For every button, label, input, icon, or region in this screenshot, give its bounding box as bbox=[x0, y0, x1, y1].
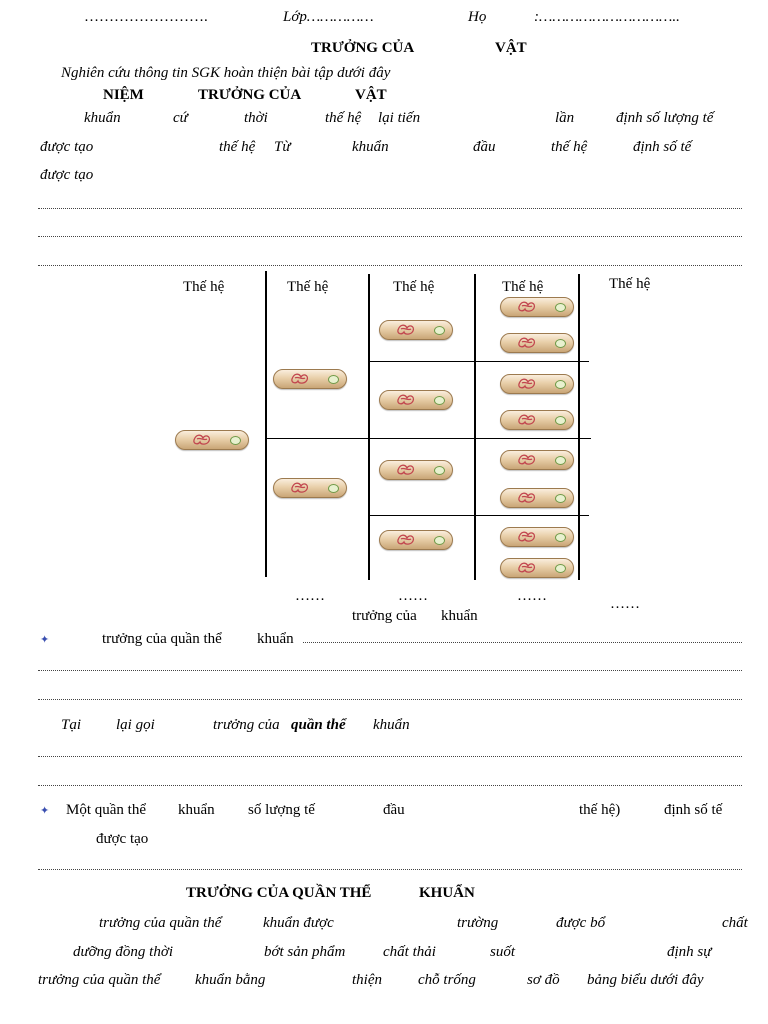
para2-text: trưởng của quần thể bbox=[99, 915, 222, 931]
para1-text: lần bbox=[555, 110, 575, 126]
class-field: Lớp…………… bbox=[283, 9, 374, 25]
answer-line[interactable] bbox=[38, 228, 742, 237]
para2-text: suốt bbox=[490, 944, 516, 960]
generation-count: …… bbox=[398, 588, 428, 604]
para2-text: khuẩn được bbox=[263, 915, 334, 931]
ho-blank: :………………………….. bbox=[534, 9, 680, 25]
q3-text: được tạo bbox=[96, 831, 149, 847]
bacterium-cell bbox=[500, 333, 574, 353]
q3-text: thế hệ) bbox=[579, 802, 621, 818]
name-blank: ……………………. bbox=[84, 9, 208, 25]
q2-text: lại gọi bbox=[116, 717, 155, 733]
divider bbox=[369, 361, 589, 362]
para1-text: được tạo bbox=[40, 167, 94, 183]
bacterium-cell bbox=[379, 460, 453, 480]
ho-label: Họ bbox=[468, 9, 487, 25]
bullet-icon: ✦ bbox=[40, 634, 50, 646]
q2-text: Tại bbox=[61, 717, 82, 733]
para1-text: định số tế bbox=[633, 139, 692, 155]
para1-text: khuẩn bbox=[84, 110, 121, 126]
q3-text: Một quần thể bbox=[66, 802, 146, 818]
answer-line[interactable] bbox=[38, 777, 742, 786]
para2-text: định sự bbox=[667, 944, 712, 960]
q3-text: khuẩn bbox=[178, 802, 215, 818]
para1-text: Từ bbox=[274, 139, 291, 155]
answer-line[interactable] bbox=[38, 200, 742, 209]
bacterium-cell bbox=[500, 297, 574, 317]
generation-label: Thế hệ bbox=[502, 279, 544, 295]
bacterium-cell bbox=[273, 478, 347, 498]
para2-text: trưởng của quần thể bbox=[38, 972, 161, 988]
generation-label: Thế hệ bbox=[287, 279, 329, 295]
para1-text: thời bbox=[244, 110, 268, 126]
para2-text: bảng biểu dưới đây bbox=[587, 972, 704, 988]
q3-text: đầu bbox=[383, 802, 405, 818]
q1-text: trưởng của quần thể bbox=[102, 631, 222, 647]
divider bbox=[265, 271, 267, 577]
answer-line[interactable] bbox=[38, 662, 742, 671]
para1-text: thế hệ bbox=[325, 110, 362, 126]
para2-text: khuẩn bằng bbox=[195, 972, 266, 988]
para1-text: khuẩn bbox=[352, 139, 389, 155]
answer-line[interactable] bbox=[38, 861, 742, 870]
para1-text: thế hệ bbox=[551, 139, 588, 155]
para1-text: định số lượng tế bbox=[616, 110, 714, 126]
section1-word2: TRƯỞNG CỦA bbox=[198, 87, 302, 103]
divider bbox=[266, 438, 591, 439]
divider bbox=[369, 515, 589, 516]
bacterium-cell bbox=[500, 450, 574, 470]
section2-heading: KHUẨN bbox=[419, 885, 475, 901]
para1-text: lại tiến bbox=[378, 110, 421, 126]
answer-line[interactable] bbox=[38, 691, 742, 700]
bullet-icon: ✦ bbox=[40, 805, 50, 817]
generation-label: Thế hệ bbox=[609, 276, 651, 292]
q3-text: số lượng tế bbox=[248, 802, 315, 818]
para2-text: chất bbox=[722, 915, 748, 931]
divider bbox=[578, 274, 580, 580]
bacterium-cell bbox=[379, 390, 453, 410]
para1-text: đầu bbox=[473, 139, 496, 155]
para2-text: trường bbox=[457, 915, 499, 931]
bacterium-cell bbox=[273, 369, 347, 389]
para2-text: sơ đồ bbox=[527, 972, 560, 988]
para2-text: dưỡng đồng thời bbox=[73, 944, 174, 960]
generation-count: …… bbox=[610, 596, 640, 612]
bacterium-cell bbox=[379, 530, 453, 550]
bacterium-cell bbox=[175, 430, 249, 450]
q1-text: khuẩn bbox=[257, 631, 294, 647]
para1-text: thế hệ bbox=[219, 139, 256, 155]
generation-label: Thế hệ bbox=[393, 279, 435, 295]
bacterium-cell bbox=[500, 410, 574, 430]
bacterium-cell bbox=[500, 527, 574, 547]
para2-text: chỗ trống bbox=[418, 972, 476, 988]
generation-label: Thế hệ bbox=[183, 279, 225, 295]
generation-count: …… bbox=[517, 588, 547, 604]
title-part1: TRƯỞNG CỦA bbox=[311, 40, 415, 56]
section1-word3: VẬT bbox=[355, 87, 387, 103]
bacterium-cell bbox=[500, 374, 574, 394]
diagram-caption: khuẩn bbox=[441, 608, 478, 624]
instruction: Nghiên cứu thông tin SGK hoàn thiện bài tập dưới đây bbox=[61, 65, 391, 81]
q2-text: trưởng của bbox=[213, 717, 280, 733]
para1-text: được tạo bbox=[40, 139, 94, 155]
title-part2: VẬT bbox=[495, 40, 527, 56]
para2-text: bớt sản phẩm bbox=[264, 944, 346, 960]
bacterium-cell bbox=[500, 488, 574, 508]
generation-count: …… bbox=[295, 588, 325, 604]
answer-line[interactable] bbox=[38, 257, 742, 266]
q3-text: định số tế bbox=[664, 802, 723, 818]
answer-line[interactable] bbox=[303, 634, 742, 643]
bacterium-cell bbox=[500, 558, 574, 578]
q2-text: khuẩn bbox=[373, 717, 410, 733]
section2-heading: TRƯỞNG CỦA QUẦN THỂ bbox=[186, 885, 372, 901]
divider bbox=[474, 274, 476, 580]
answer-line[interactable] bbox=[38, 748, 742, 757]
para2-text: thiện bbox=[352, 972, 382, 988]
para1-text: cứ bbox=[173, 110, 188, 126]
section1-word1: NIỆM bbox=[103, 87, 144, 103]
para2-text: được bổ bbox=[556, 915, 606, 931]
q2-text-bold: quần thể bbox=[291, 717, 346, 733]
diagram-caption: trưởng của bbox=[352, 608, 417, 624]
para2-text: chất thải bbox=[383, 944, 436, 960]
bacterium-cell bbox=[379, 320, 453, 340]
divider bbox=[368, 274, 370, 580]
